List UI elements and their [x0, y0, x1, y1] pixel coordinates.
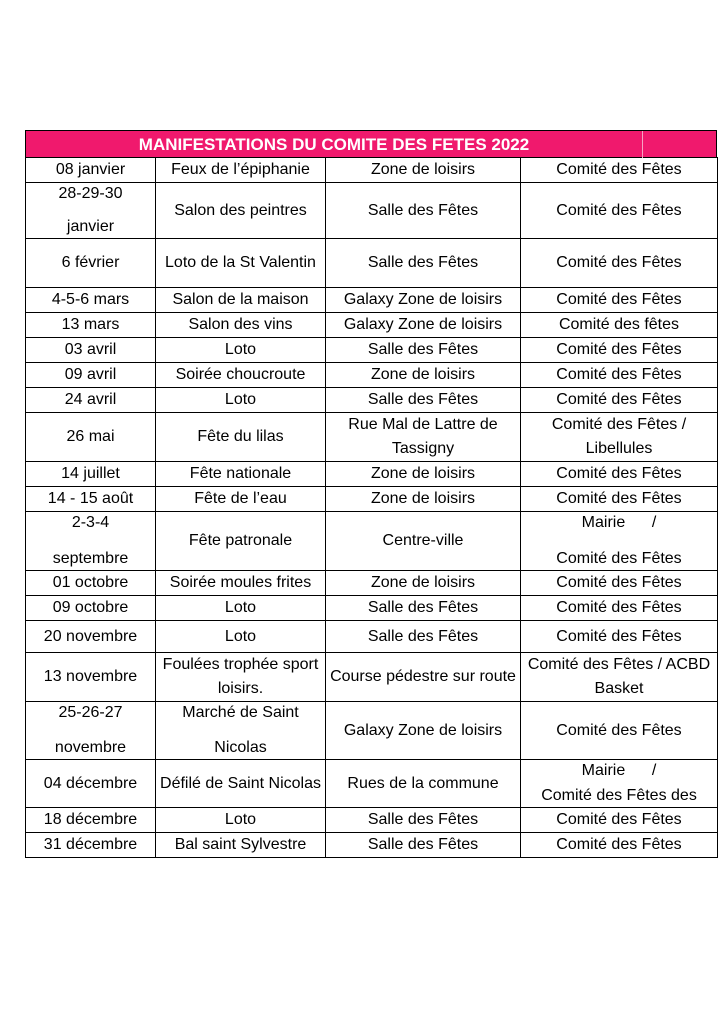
- date-cell: [26, 653, 156, 702]
- place-cell: Galaxy Zone de loisirs: [326, 288, 521, 313]
- date-line: novembre: [54, 739, 127, 756]
- organizer-text: Comité des Fêtes / ACBD Basket: [527, 656, 711, 697]
- place-cell: Zone de loisirs: [326, 158, 521, 183]
- place-cell: Salle des Fêtes: [326, 808, 521, 833]
- organizer-cell: [521, 760, 718, 808]
- date-cell: 20 novembre: [26, 621, 156, 653]
- organizer-cell: Comité des Fêtes: [521, 833, 718, 858]
- organizer-cell: [521, 413, 718, 462]
- event-text: Foulées trophée sport loisirs.: [162, 656, 319, 697]
- event-cell: [156, 760, 326, 808]
- date-cell: 4-5-6 mars: [26, 288, 156, 313]
- date-line: septembre: [52, 550, 129, 567]
- date-line: janvier: [66, 218, 115, 235]
- place-text: Course pédestre sur route: [330, 668, 516, 685]
- event-cell: Loto: [156, 621, 326, 653]
- date-cell: 14 juillet: [26, 462, 156, 487]
- table-row: [26, 487, 718, 512]
- date-line: 2-3-4: [71, 514, 110, 531]
- organizer-cell: Comité des Fêtes: [521, 183, 718, 239]
- table-row: [26, 596, 718, 621]
- event-cell: Fête du lilas: [156, 413, 326, 462]
- organizer-cell: Comité des Fêtes: [521, 596, 718, 621]
- organizer-line: Comité des Fêtes des: [541, 787, 697, 804]
- organizer-cell: Comité des Fêtes: [521, 363, 718, 388]
- organizer-text: Comité des Fêtes / Libellules: [551, 416, 687, 457]
- organizer-cell: Comité des Fêtes: [521, 288, 718, 313]
- event-cell: Loto: [156, 596, 326, 621]
- place-cell: Rues de la commune: [326, 760, 521, 808]
- place-cell: Salle des Fêtes: [326, 239, 521, 288]
- organizer-line: Mairie /: [581, 762, 657, 779]
- title-divider: [642, 131, 643, 158]
- place-cell: Salle des Fêtes: [326, 621, 521, 653]
- table-row: [26, 239, 718, 288]
- place-cell: Galaxy Zone de loisirs: [326, 313, 521, 338]
- event-cell: Salon de la maison: [156, 288, 326, 313]
- place-text: Rue Mal de Lattre de Tassigny: [348, 416, 498, 457]
- organizer-cell: Comité des Fêtes: [521, 808, 718, 833]
- organizer-line: Comité des Fêtes: [556, 550, 682, 567]
- date-cell: 26 mai: [26, 413, 156, 462]
- event-cell: Feux de l’épiphanie: [156, 158, 326, 183]
- organizer-cell: Comité des Fêtes: [521, 702, 718, 760]
- organizer-cell: Comité des Fêtes: [521, 621, 718, 653]
- date-cell: 31 décembre: [26, 833, 156, 858]
- event-line: Nicolas: [214, 739, 267, 756]
- event-cell: Loto: [156, 808, 326, 833]
- place-cell: Salle des Fêtes: [326, 833, 521, 858]
- place-cell: Zone de loisirs: [326, 571, 521, 596]
- organizer-cell: Comité des Fêtes: [521, 571, 718, 596]
- table-row: [26, 833, 718, 858]
- date-cell: 13 mars: [26, 313, 156, 338]
- place-cell: [326, 413, 521, 462]
- place-cell: [326, 653, 521, 702]
- event-text: Défilé de Saint Nicolas: [160, 774, 321, 792]
- table-row: [26, 571, 718, 596]
- table-row: [26, 288, 718, 313]
- table-row: [26, 760, 718, 808]
- table-row: [26, 702, 718, 760]
- event-cell: Loto: [156, 388, 326, 413]
- date-cell: 08 janvier: [26, 158, 156, 183]
- date-cell: [26, 183, 156, 239]
- event-cell: Bal saint Sylvestre: [156, 833, 326, 858]
- date-cell: 09 avril: [26, 363, 156, 388]
- place-cell: Centre-ville: [326, 512, 521, 571]
- title-bar: [25, 130, 717, 157]
- event-cell: Salon des vins: [156, 313, 326, 338]
- place-cell: Salle des Fêtes: [326, 338, 521, 363]
- date-cell: 01 octobre: [26, 571, 156, 596]
- event-cell: Fête nationale: [156, 462, 326, 487]
- date-line: 28-29-30: [58, 185, 123, 202]
- event-cell: Loto: [156, 338, 326, 363]
- event-cell: Soirée choucroute: [156, 363, 326, 388]
- table-row: [26, 338, 718, 363]
- date-cell: 6 février: [26, 239, 156, 288]
- table-row: [26, 413, 718, 462]
- organizer-cell: Comité des Fêtes: [521, 158, 718, 183]
- event-cell: [156, 239, 326, 288]
- events-table: [25, 157, 718, 858]
- table-row: [26, 653, 718, 702]
- organizer-cell: Comité des Fêtes: [521, 338, 718, 363]
- event-cell: [156, 702, 326, 760]
- date-cell: 04 décembre: [26, 760, 156, 808]
- table-row: [26, 388, 718, 413]
- event-cell: Fête de l’eau: [156, 487, 326, 512]
- organizer-cell: Comité des Fêtes: [521, 462, 718, 487]
- events-document: [25, 130, 717, 858]
- place-cell: Zone de loisirs: [326, 487, 521, 512]
- table-row: [26, 158, 718, 183]
- table-row: [26, 313, 718, 338]
- place-cell: Galaxy Zone de loisirs: [326, 702, 521, 760]
- event-line: Marché de Saint: [182, 704, 299, 721]
- table-row: [26, 183, 718, 239]
- date-cell: 24 avril: [26, 388, 156, 413]
- date-cell: 03 avril: [26, 338, 156, 363]
- page-title: MANIFESTATIONS DU COMITE DES FETES 2022: [138, 135, 530, 154]
- organizer-cell: [521, 512, 718, 571]
- place-cell: Salle des Fêtes: [326, 596, 521, 621]
- event-cell: Soirée moules frites: [156, 571, 326, 596]
- place-cell: Salle des Fêtes: [326, 183, 521, 239]
- date-cell: 09 octobre: [26, 596, 156, 621]
- table-row: [26, 808, 718, 833]
- organizer-cell: Comité des Fêtes: [521, 487, 718, 512]
- date-cell: [26, 702, 156, 760]
- event-cell: Fête patronale: [156, 512, 326, 571]
- date-cell: 18 décembre: [26, 808, 156, 833]
- table-row: [26, 621, 718, 653]
- date-cell: 14 - 15 août: [26, 487, 156, 512]
- place-cell: Zone de loisirs: [326, 462, 521, 487]
- date-cell: [26, 512, 156, 571]
- table-row: [26, 363, 718, 388]
- date-text: 13 novembre: [43, 668, 138, 685]
- organizer-line: Mairie /: [581, 514, 657, 531]
- table-row: [26, 462, 718, 487]
- organizer-cell: Comité des Fêtes: [521, 239, 718, 288]
- event-cell: [156, 653, 326, 702]
- event-text: Loto de la St Valentin: [165, 254, 316, 271]
- organizer-cell: Comité des Fêtes: [521, 388, 718, 413]
- table-row: [26, 512, 718, 571]
- date-line: 25-26-27: [58, 704, 123, 721]
- event-cell: Salon des peintres: [156, 183, 326, 239]
- place-cell: Zone de loisirs: [326, 363, 521, 388]
- organizer-cell: [521, 653, 718, 702]
- organizer-cell: Comité des fêtes: [521, 313, 718, 338]
- place-cell: Salle des Fêtes: [326, 388, 521, 413]
